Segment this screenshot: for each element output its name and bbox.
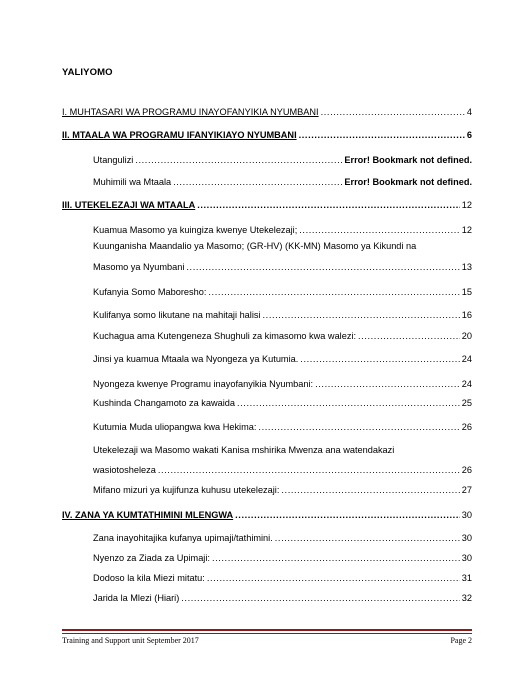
toc-entry-page: 15 bbox=[461, 287, 472, 297]
toc-entry-page: 30 bbox=[461, 510, 472, 520]
dot-leader bbox=[275, 532, 460, 544]
footer-rule bbox=[62, 629, 472, 631]
toc-entry-page-error: Error! Bookmark not defined. bbox=[344, 155, 472, 165]
dot-leader bbox=[158, 464, 460, 476]
toc-entry-page: 26 bbox=[461, 465, 472, 475]
toc-entry-label: Kuamua Masomo ya kuingiza kwenye Utekelezaji; bbox=[93, 225, 298, 235]
toc-entry-page: 30 bbox=[461, 553, 472, 563]
toc-entry-changamoto[interactable] bbox=[93, 397, 472, 409]
dot-leader bbox=[173, 176, 342, 188]
dot-leader bbox=[197, 199, 460, 211]
toc-entry-label: Nyongeza kwenye Programu inayofanyikia Nyumbani: bbox=[93, 379, 314, 389]
toc-entry-page: 24 bbox=[461, 379, 472, 389]
toc-entry-jinsi[interactable] bbox=[93, 353, 472, 365]
toc-entry-label: Zana inayohitajika kufanya upimaji/tathimini. bbox=[93, 533, 273, 543]
toc-entry-utekelezaji-masomo[interactable] bbox=[93, 464, 472, 476]
toc-entry-page: 4 bbox=[466, 107, 472, 117]
toc-entry-kuamua-masomo[interactable] bbox=[93, 224, 472, 236]
toc-entry-kuunganisha[interactable] bbox=[93, 261, 472, 273]
toc-entry-mifano[interactable] bbox=[93, 484, 472, 496]
toc-entry-page: 12 bbox=[461, 200, 472, 210]
toc-entry-dodoso[interactable] bbox=[93, 572, 472, 584]
toc-entry-page: 26 bbox=[461, 422, 472, 432]
toc-entry-page: 32 bbox=[461, 593, 472, 603]
toc-entry-label: Utangulizi bbox=[93, 155, 134, 165]
toc-entry-label: IV. ZANA YA KUMTATHIMINI MLENGWA bbox=[62, 510, 234, 520]
toc-entry-muda[interactable] bbox=[93, 421, 472, 433]
toc-entry-page-error: Error! Bookmark not defined. bbox=[344, 177, 472, 187]
toc-entry-label-line1: Kuunganisha Maandalio ya Masomo; (GR-HV) (KK-MN) Masomo ya Kikundi na bbox=[93, 241, 417, 251]
toc-entry-label: Kuchagua ama Kutengeneza Shughuli za kimasomo kwa walezi: bbox=[93, 331, 357, 341]
toc-entry-zana[interactable] bbox=[93, 532, 472, 544]
toc-entry-label: Kufanyia Somo Maboresho: bbox=[93, 287, 207, 297]
toc-entry-page: 13 bbox=[461, 262, 472, 272]
toc-entry-page: 16 bbox=[461, 310, 472, 320]
dot-leader bbox=[186, 261, 459, 273]
toc-entry-mahitaji[interactable] bbox=[93, 309, 472, 321]
dot-leader bbox=[135, 154, 342, 166]
dot-leader bbox=[208, 286, 459, 298]
toc-entry-kuchagua[interactable] bbox=[93, 330, 472, 342]
dot-leader bbox=[321, 106, 465, 118]
toc-entry-label: wasiotosheleza bbox=[93, 465, 156, 475]
toc-entry-label: Jinsi ya kuamua Mtaala wa Nyongeza ya Kutumia. bbox=[93, 354, 299, 364]
toc-entry-label: II. MTAALA WA PROGRAMU IFANYIKIAYO NYUMBANI bbox=[62, 130, 297, 140]
toc-entry-page: 31 bbox=[461, 573, 472, 583]
toc-entry-page: 27 bbox=[461, 485, 472, 495]
toc-entry-label: III. UTEKELEZAJI WA MTAALA bbox=[62, 200, 196, 210]
toc-entry-jarida[interactable] bbox=[93, 592, 472, 604]
toc-entry-page: 24 bbox=[461, 354, 472, 364]
dot-leader bbox=[358, 330, 460, 342]
toc-entry-label: Dodoso la kila Miezi mitatu: bbox=[93, 573, 205, 583]
dot-leader bbox=[237, 397, 460, 409]
dot-leader bbox=[258, 421, 459, 433]
dot-leader bbox=[212, 552, 460, 564]
toc-entry-label: Masomo ya Nyumbani bbox=[93, 262, 185, 272]
toc-entry-label: Muhimili wa Mtaala bbox=[93, 177, 172, 187]
toc-entry-label-line1: Utekelezaji wa Masomo wakati Kanisa mshirika Mwenza ana watendakazi bbox=[93, 445, 395, 455]
toc-entry-label: I. MUHTASARI WA PROGRAMU INAYOFANYIKIA NYUMBANI bbox=[62, 107, 319, 117]
dot-leader bbox=[299, 224, 460, 236]
toc-entry-nyenzo[interactable] bbox=[93, 552, 472, 564]
dot-leader bbox=[299, 129, 465, 141]
toc-entry-page: 30 bbox=[461, 533, 472, 543]
dot-leader bbox=[207, 572, 460, 584]
dot-leader bbox=[235, 509, 460, 521]
toc-entry-utangulizi[interactable] bbox=[93, 154, 472, 166]
toc-entry-section-2[interactable] bbox=[62, 129, 472, 141]
toc-entry-label: Kutumia Muda uliopangwa kwa Hekima: bbox=[93, 422, 257, 432]
dot-leader bbox=[263, 309, 460, 321]
dot-leader bbox=[315, 378, 460, 390]
toc-entry-label: Kushinda Changamoto za kawaida bbox=[93, 398, 235, 408]
toc-entry-page: 25 bbox=[461, 398, 472, 408]
footer-rule-thin bbox=[62, 633, 472, 634]
toc-entry-page: 6 bbox=[466, 130, 472, 140]
toc-entry-section-3[interactable] bbox=[62, 199, 472, 211]
dot-leader bbox=[281, 484, 459, 496]
toc-entry-label: Kulifanya somo likutane na mahitaji halisi bbox=[93, 310, 261, 320]
toc-entry-nyongeza[interactable] bbox=[93, 378, 472, 390]
dot-leader bbox=[300, 353, 459, 365]
toc-entry-muhimili[interactable] bbox=[93, 176, 472, 188]
toc-entry-maboresho[interactable] bbox=[93, 286, 472, 298]
page-title: YALIYOMO bbox=[62, 67, 113, 78]
dot-leader bbox=[181, 592, 459, 604]
toc-entry-page: 12 bbox=[461, 225, 472, 235]
toc-entry-section-4[interactable] bbox=[62, 509, 472, 521]
toc-entry-label: Jarida la Mlezi (Hiari) bbox=[93, 593, 180, 603]
toc-entry-label: Nyenzo za Ziada za Upimaji: bbox=[93, 553, 210, 563]
page-footer bbox=[62, 636, 472, 645]
toc-entry-label: Mifano mizuri ya kujifunza kuhusu utekelezaji: bbox=[93, 485, 280, 495]
footer-left-text: Training and Support unit September 2017 bbox=[62, 636, 199, 645]
page-number: Page 2 bbox=[450, 636, 472, 645]
toc-entry-page: 20 bbox=[461, 331, 472, 341]
toc-entry-section-1[interactable] bbox=[62, 106, 472, 118]
